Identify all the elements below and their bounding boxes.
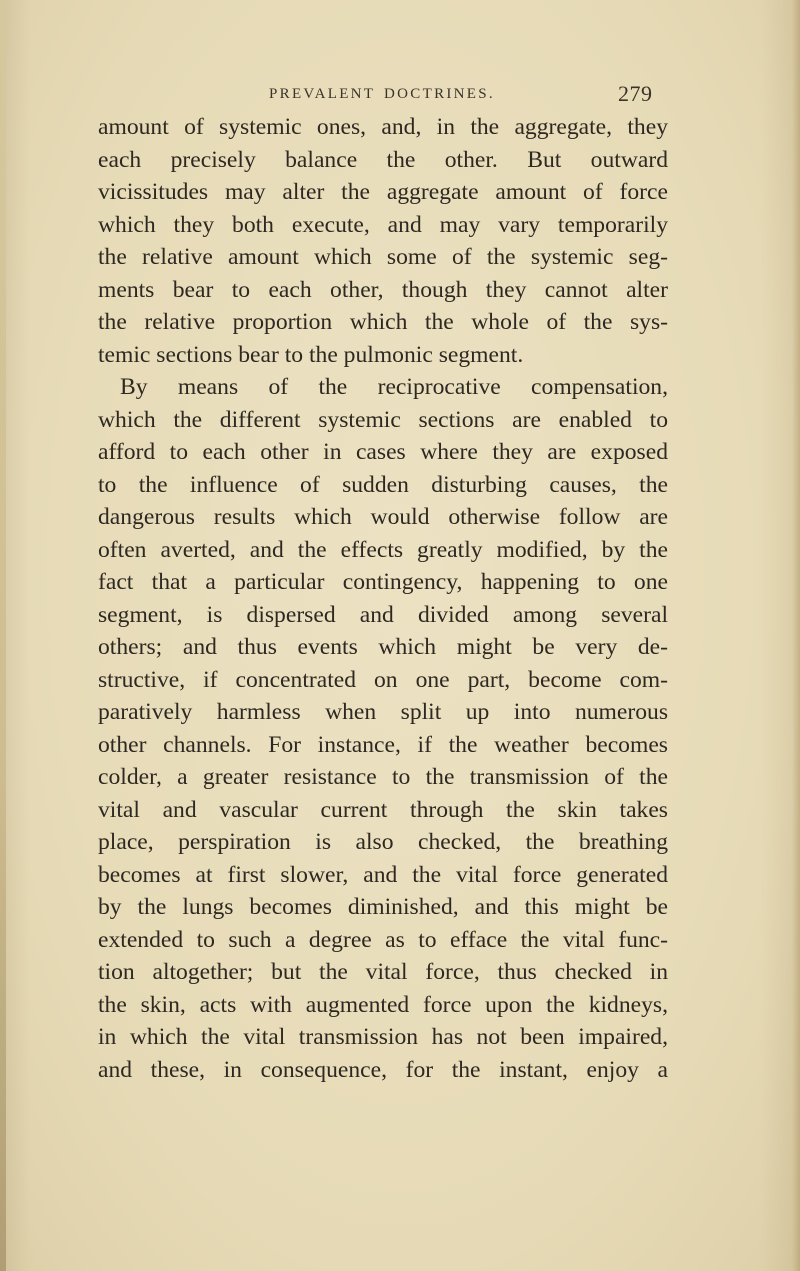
text-line: to the influence of sudden disturbing causes, the: [98, 471, 668, 498]
text-line: extended to such a degree as to efface the vital func-: [98, 926, 668, 953]
text-line: structive, if concentrated on one part, become com-: [98, 666, 668, 693]
page-edge-shadow: [792, 0, 800, 1271]
text-line: place, perspiration is also checked, the breathing: [98, 829, 668, 855]
text-line: others; and thus events which might be very de-: [98, 634, 668, 660]
text-line: vicissitudes may alter the aggregate amount of force: [98, 179, 668, 205]
body-text: [98, 111, 668, 1086]
text-line: the relative amount which some of the systemic seg-: [98, 244, 668, 270]
text-line: fact that a particular contingency, happening to one: [98, 569, 668, 595]
text-line: paratively harmless when split up into numerous: [98, 699, 668, 725]
running-head: [0, 81, 800, 110]
text-line: which the different systemic sections are enabled to: [98, 406, 668, 433]
text-line: each precisely balance the other. But outward: [98, 146, 668, 173]
text-line: colder, a greater resistance to the transmission of the: [98, 764, 668, 790]
text-line: often averted, and the effects greatly modified, by the: [98, 536, 668, 563]
text-line: segment, is dispersed and divided among several: [98, 601, 668, 628]
text-line: amount of systemic ones, and, in the aggregate, they: [98, 114, 668, 140]
text-line: which they both execute, and may vary temporarily: [98, 211, 668, 238]
text-line: by the lungs becomes diminished, and this might be: [98, 894, 668, 920]
text-line: By means of the reciprocative compensation,: [120, 374, 668, 400]
text-line: the skin, acts with augmented force upon the kidneys,: [98, 991, 668, 1018]
text-line: afford to each other in cases where they are exposed: [98, 439, 668, 465]
text-line: tion altogether; but the vital force, thus checked in: [98, 959, 668, 985]
text-line: ments bear to each other, though they cannot alter: [98, 276, 668, 303]
text-line: other channels. For instance, if the weather becomes: [98, 731, 668, 758]
running-title: PREVALENT DOCTRINES.: [269, 86, 495, 102]
text-line: becomes at first slower, and the vital force generated: [98, 861, 668, 888]
text-line: and these, in consequence, for the instant, enjoy a: [98, 1056, 668, 1083]
text-line: dangerous results which would otherwise follow are: [98, 504, 668, 530]
text-line: in which the vital transmission has not been impaired,: [98, 1024, 668, 1050]
page-gutter-shadow: [0, 0, 6, 1271]
text-line: vital and vascular current through the skin takes: [98, 796, 668, 823]
text-line: temic sections bear to the pulmonic segment.: [98, 341, 524, 368]
text-line: the relative proportion which the whole of the sys-: [98, 309, 668, 335]
page-number: 279: [618, 81, 653, 106]
